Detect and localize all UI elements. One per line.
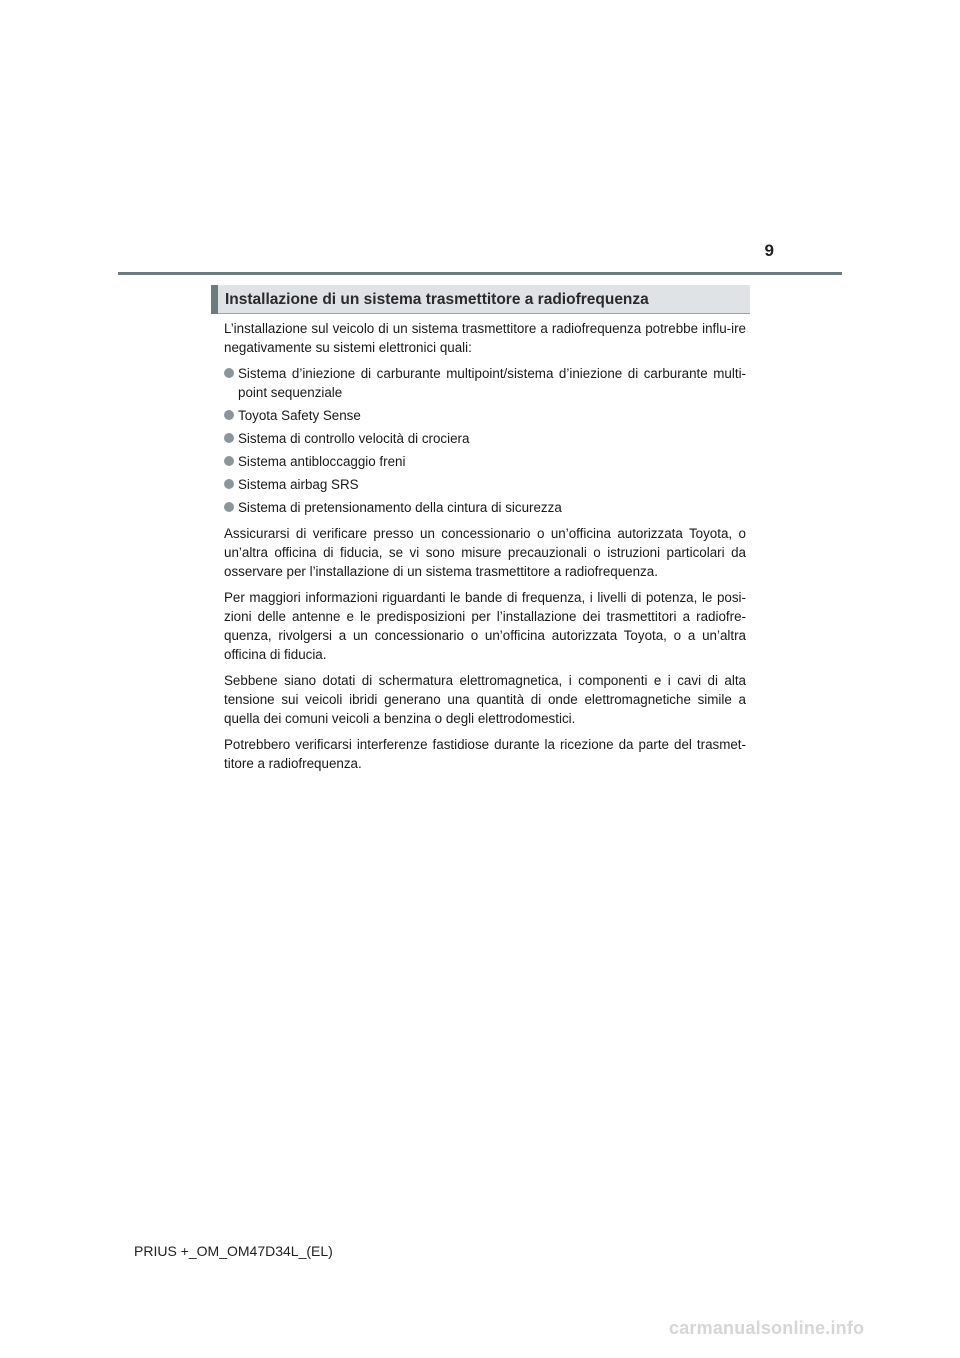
list-item [224, 452, 746, 471]
list-item-text: Sistema di controllo velocità di crociera [238, 431, 470, 446]
page-number: 9 [764, 241, 774, 260]
section-header-accent-bar [211, 285, 218, 314]
list-item-text: Sistema d’iniezione di carburante multipoint/sistema d’iniezione di carburante multi-point sequenziale [238, 366, 746, 400]
list-item [224, 364, 746, 402]
list-item [224, 498, 746, 517]
bullet-dot-icon [224, 433, 234, 443]
bullet-dot-icon [224, 410, 234, 420]
watermark: carmanualsonline.info [669, 1318, 865, 1338]
list-item-text: Toyota Safety Sense [238, 408, 361, 423]
bullet-dot-icon [224, 368, 234, 378]
list-item [224, 475, 746, 494]
list-item [224, 406, 746, 425]
interference-paragraph: Potrebbero verificarsi interferenze fastidiose durante la ricezione da parte del trasmet-titore a radiofrequenza. [224, 737, 746, 771]
dealer-advice-paragraph: Assicurarsi di verificare presso un concessionario o un’officina autorizzata Toyota, o un’altra officina di fiducia, se vi sono misure precauzionali o istruzioni particolari da osservare per l’installazione di un sistema trasmettitore a radiofrequenza. [224, 526, 746, 579]
list-item-text: Sistema di pretensionamento della cintura di sicurezza [238, 500, 562, 515]
section-body [224, 319, 746, 780]
bullet-dot-icon [224, 502, 234, 512]
frequency-info-paragraph: Per maggiori informazioni riguardanti le bande di frequenza, i livelli di potenza, le posi-zioni delle antenne e le predisposizioni per l’installazione dei trasmettitori a radiofre-quenza, rivolgersi a un concessionario o un’officina autorizzata Toyota, o a un’altra officina di fiducia. [224, 590, 746, 662]
section-title: Installazione di un sistema trasmettitore a radiofrequenza [225, 291, 649, 308]
document-code: PRIUS +_OM_OM47D34L_(EL) [134, 1243, 333, 1259]
affected-systems-list [224, 364, 746, 517]
shielding-paragraph: Sebbene siano dotati di schermatura elettromagnetica, i componenti e i cavi di alta tensione sui veicoli ibridi generano una quantità di onde elettromagnetiche simile a quella dei comuni veicoli a benzina o degli elettrodomestici. [224, 673, 746, 726]
bullet-dot-icon [224, 456, 234, 466]
list-item-text: Sistema antibloccaggio freni [238, 454, 406, 469]
section-header [211, 285, 750, 314]
list-item [224, 429, 746, 448]
intro-paragraph: L’installazione sul veicolo di un sistema trasmettitore a radiofrequenza potrebbe influ-ire negativamente su sistemi elettronici quali: [224, 321, 746, 355]
list-item-text: Sistema airbag SRS [238, 477, 359, 492]
header-rule [118, 272, 842, 275]
bullet-dot-icon [224, 479, 234, 489]
